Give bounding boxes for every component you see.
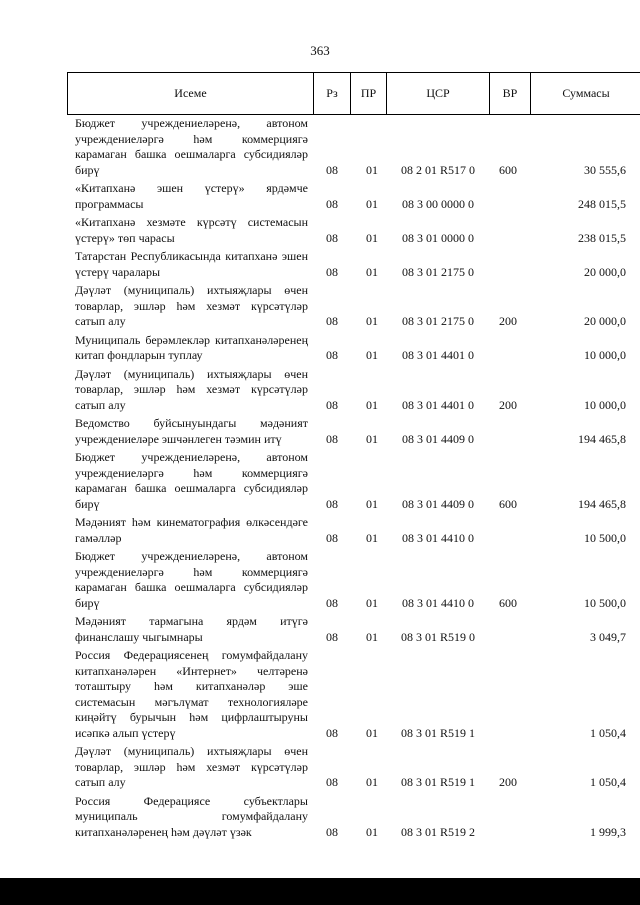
cell-csr: 08 3 01 R519 2 — [400, 824, 475, 839]
cell-name: Бюджет учреждениеләренә, автоном учреждениеләргә һәм коммерциягә карамаган башка оешмаларга субсидияләр бирү — [75, 450, 308, 511]
cell-pr: 01 — [366, 775, 378, 789]
table-row — [0, 450, 640, 512]
cell-sum: 194 465,8 — [578, 496, 626, 511]
cell-rz: 08 — [326, 824, 338, 839]
cell-name: Татарстан Республикасында китапханә эшен үстерү чаралары — [75, 249, 308, 279]
header-rz: Рз — [314, 73, 351, 114]
cell-csr: 08 3 01 4410 0 — [402, 530, 474, 545]
cell-pr: 01 — [366, 629, 378, 644]
table-row — [0, 794, 640, 841]
cell-pr: 01 — [366, 230, 378, 245]
header-csr: ЦСР — [387, 73, 490, 114]
cell-sum: 3 049,7 — [590, 629, 626, 644]
cell-name: «Китапханә эшен үстерү» ярдәмче программасы — [75, 181, 308, 211]
cell-pr: 01 — [366, 824, 378, 839]
cell-csr: 08 3 01 R519 1 — [400, 725, 475, 740]
cell-name: Муниципаль берәмлекләр китапханәләренең китап фондларын туплау — [75, 332, 308, 362]
cell-sum: 248 015,5 — [578, 196, 626, 211]
cell-name: Ведомство буйсынуындагы мәдәният учреждениеләре эшчәнлеген тәэмин итү — [75, 416, 308, 446]
cell-pr: 01 — [366, 196, 378, 211]
cell-sum: 10 000,0 — [584, 397, 626, 412]
scan-edge-bar — [0, 878, 640, 905]
cell-sum: 10 000,0 — [584, 348, 626, 362]
cell-csr: 08 3 01 4410 0 — [402, 595, 474, 610]
cell-name: Мәдәният һәм кинематография өлкәсендәге гамәлләр — [75, 515, 308, 545]
cell-pr: 01 — [366, 496, 378, 511]
table-row — [0, 215, 640, 246]
table-row — [0, 249, 640, 280]
table-row — [0, 367, 640, 414]
cell-name: Россия Федерациясе субъектлары муниципаль гомумфайдалану китапханәләренең һәм дәүләт үзәк — [75, 793, 308, 839]
cell-sum: 20 000,0 — [584, 314, 626, 328]
page-number: 363 — [310, 43, 330, 58]
cell-sum: 10 500,0 — [584, 530, 626, 545]
table-row — [0, 181, 640, 212]
cell-name: Мәдәният тармагына ярдәм итүгә финанслашу чыгымнары — [75, 614, 308, 644]
cell-csr: 08 3 01 2175 0 — [402, 314, 474, 328]
table-row — [0, 283, 640, 330]
table-header — [67, 72, 640, 115]
cell-name: Дәүләт (муниципаль) ихтыяҗлары өчен товарлар, эшләр һәм хезмәт күрсәтүләр сатып алу — [75, 283, 308, 328]
header-pr: ПР — [351, 73, 387, 114]
cell-rz: 08 — [326, 162, 338, 177]
cell-rz: 08 — [326, 348, 338, 362]
cell-sum: 20 000,0 — [584, 264, 626, 279]
cell-csr: 08 3 01 2175 0 — [402, 264, 474, 279]
cell-pr: 01 — [366, 162, 378, 177]
cell-pr: 01 — [366, 595, 378, 610]
cell-rz: 08 — [326, 595, 338, 610]
cell-rz: 08 — [326, 496, 338, 511]
cell-sum: 1 050,4 — [590, 725, 626, 740]
cell-vr: 200 — [499, 397, 517, 412]
header-name: Исеме — [68, 73, 314, 114]
cell-vr: 600 — [499, 162, 517, 177]
table-row — [0, 549, 640, 611]
cell-rz: 08 — [326, 397, 338, 412]
table-row — [0, 614, 640, 645]
cell-rz: 08 — [326, 629, 338, 644]
cell-name: Бюджет учреждениеләренә, автоном учреждениеләргә һәм коммерциягә карамаган башка оешмаларга субсидияләр бирү — [75, 116, 308, 177]
cell-pr: 01 — [366, 397, 378, 412]
cell-name: Дәүләт (муниципаль) ихтыяҗлары өчен товарлар, эшләр һәм хезмәт күрсәтүләр сатып алу — [75, 744, 308, 789]
cell-sum: 10 500,0 — [584, 595, 626, 610]
cell-vr: 200 — [499, 314, 517, 328]
table-row — [0, 116, 640, 178]
cell-rz: 08 — [326, 196, 338, 211]
cell-sum: 1 050,4 — [590, 775, 626, 789]
table-row — [0, 648, 640, 741]
cell-vr: 200 — [499, 775, 517, 789]
cell-csr: 08 3 01 0000 0 — [402, 230, 474, 245]
header-vr: ВР — [490, 73, 531, 114]
cell-rz: 08 — [326, 775, 338, 789]
cell-pr: 01 — [366, 314, 378, 328]
cell-pr: 01 — [366, 348, 378, 362]
cell-rz: 08 — [326, 725, 338, 740]
cell-sum: 30 555,6 — [584, 162, 626, 177]
cell-rz: 08 — [326, 530, 338, 545]
cell-csr: 08 3 01 4409 0 — [402, 431, 474, 446]
cell-csr: 08 3 01 4401 0 — [402, 397, 474, 412]
cell-rz: 08 — [326, 230, 338, 245]
cell-pr: 01 — [366, 530, 378, 545]
cell-pr: 01 — [366, 264, 378, 279]
cell-sum: 1 999,3 — [590, 824, 626, 839]
cell-name: Россия Федерациясенең гомумфайдалану китапханәләрен «Интернет» челтәренә тоташтыру һәм китапханәләр эше системасын мәгълүмат технологияләре киңәйтү бурычын һәм цифрлаштыруны исәпкә алып үстерү — [75, 648, 308, 740]
table-row — [0, 744, 640, 791]
cell-sum: 194 465,8 — [578, 431, 626, 446]
cell-pr: 01 — [366, 725, 378, 740]
cell-csr: 08 2 01 R517 0 — [400, 162, 475, 177]
table-row — [0, 333, 640, 364]
cell-csr: 08 3 01 R519 1 — [400, 775, 475, 789]
cell-csr: 08 3 00 0000 0 — [402, 196, 474, 211]
cell-name: Дәүләт (муниципаль) ихтыяҗлары өчен товарлар, эшләр һәм хезмәт күрсәтүләр сатып алу — [75, 366, 308, 412]
cell-rz: 08 — [326, 314, 338, 328]
cell-csr: 08 3 01 4409 0 — [402, 496, 474, 511]
cell-name: «Китапханә хезмәте күрсәтү системасын үстерү» төп чарасы — [75, 215, 308, 245]
table-body — [0, 116, 640, 843]
cell-name: Бюджет учреждениеләренә, автоном учреждениеләргә һәм коммерциягә карамаган башка оешмаларга субсидияләр бирү — [75, 549, 308, 610]
cell-vr: 600 — [499, 496, 517, 511]
cell-rz: 08 — [326, 431, 338, 446]
cell-vr: 600 — [499, 595, 517, 610]
cell-csr: 08 3 01 4401 0 — [402, 348, 474, 362]
cell-pr: 01 — [366, 431, 378, 446]
table-row — [0, 515, 640, 546]
cell-csr: 08 3 01 R519 0 — [400, 629, 475, 644]
table-row — [0, 416, 640, 447]
cell-rz: 08 — [326, 264, 338, 279]
header-sum: Суммасы — [562, 86, 610, 100]
cell-sum: 238 015,5 — [578, 230, 626, 245]
